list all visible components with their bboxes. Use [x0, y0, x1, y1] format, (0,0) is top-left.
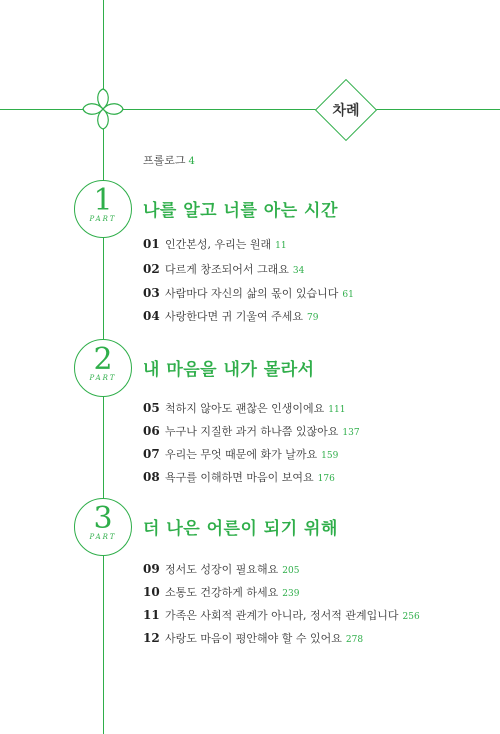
chapter-title: 사람마다 자신의 삶의 몫이 있습니다 — [165, 287, 339, 300]
chapter-page: 159 — [321, 451, 339, 461]
chapter-number: 09 — [143, 562, 160, 576]
chapter-number: 02 — [143, 262, 160, 276]
chapter-number: 05 — [143, 401, 160, 415]
chapter-number: 11 — [143, 608, 160, 622]
toc-entry — [143, 469, 335, 485]
part-word: PART — [89, 215, 117, 223]
chapter-title: 누구나 지질한 과거 하나쯤 있잖아요 — [165, 425, 339, 438]
prologue-entry — [143, 152, 195, 168]
chapter-number: 12 — [143, 631, 160, 645]
chapter-number: 06 — [143, 424, 160, 438]
chapter-page: 111 — [328, 405, 346, 415]
chapter-title: 인간본성, 우리는 원래 — [165, 238, 272, 251]
chapter-page: 34 — [292, 266, 305, 276]
chapter-title: 척하지 않아도 괜찮은 인생이에요 — [165, 402, 325, 415]
chapter-page: 278 — [345, 635, 364, 645]
part-1-title: 나를 알고 너를 아는 시간 — [143, 201, 338, 221]
part-number: 1 — [93, 183, 113, 218]
horizontal-rule — [0, 109, 500, 110]
toc-entry — [143, 584, 299, 600]
chapter-page: 256 — [402, 612, 420, 622]
toc-entry — [143, 400, 345, 416]
chapter-number: 04 — [143, 309, 160, 323]
chapter-page: 176 — [317, 474, 335, 484]
chapter-title: 정서도 성장이 필요해요 — [165, 563, 279, 576]
chapter-number: 08 — [143, 470, 160, 484]
chapter-title: 욕구를 이해하면 마음이 보여요 — [165, 471, 314, 484]
part-3-title: 더 나은 어른이 되기 위해 — [143, 519, 338, 539]
chapter-page: 11 — [275, 241, 287, 251]
prologue-page: 4 — [188, 156, 195, 167]
part-2-title: 내 마음을 내가 몰라서 — [143, 360, 315, 380]
toc-entry — [143, 446, 338, 462]
part-word: PART — [89, 533, 117, 541]
toc-heading: 차례 — [332, 103, 360, 119]
part-3-badge — [74, 498, 132, 556]
toc-entry — [143, 236, 287, 252]
part-2-badge — [74, 339, 132, 397]
part-word: PART — [89, 374, 117, 382]
chapter-number: 07 — [143, 447, 160, 461]
chapter-title: 소통도 건강하게 하세요 — [165, 586, 279, 599]
toc-entry — [143, 561, 299, 577]
chapter-title: 사랑한다면 귀 기울여 주세요 — [165, 310, 304, 323]
chapter-title: 다르게 창조되어서 그래요 — [165, 263, 289, 276]
toc-entry — [143, 607, 420, 623]
toc-entry — [143, 285, 354, 301]
chapter-page: 205 — [282, 566, 300, 576]
toc-entry — [143, 261, 304, 277]
chapter-page: 239 — [282, 589, 300, 599]
chapter-title: 사랑도 마음이 평안해야 할 수 있어요 — [165, 632, 342, 645]
toc-entry — [143, 630, 363, 646]
toc-entry — [143, 308, 318, 324]
part-1-badge — [74, 180, 132, 238]
chapter-number: 03 — [143, 286, 160, 300]
toc-entry — [143, 423, 360, 439]
chapter-page: 79 — [307, 313, 319, 323]
part-number: 2 — [93, 342, 113, 377]
chapter-page: 61 — [342, 290, 354, 300]
chapter-page: 137 — [342, 428, 360, 438]
chapter-title: 가족은 사회적 관계가 아니라, 정서적 관계입니다 — [165, 609, 399, 622]
chapter-number: 01 — [143, 237, 160, 251]
part-number: 3 — [93, 501, 113, 536]
flower-ornament-icon — [81, 87, 125, 131]
prologue-label: 프롤로그 — [143, 154, 186, 167]
chapter-title: 우리는 무엇 때문에 화가 날까요 — [165, 448, 318, 461]
chapter-number: 10 — [143, 585, 160, 599]
